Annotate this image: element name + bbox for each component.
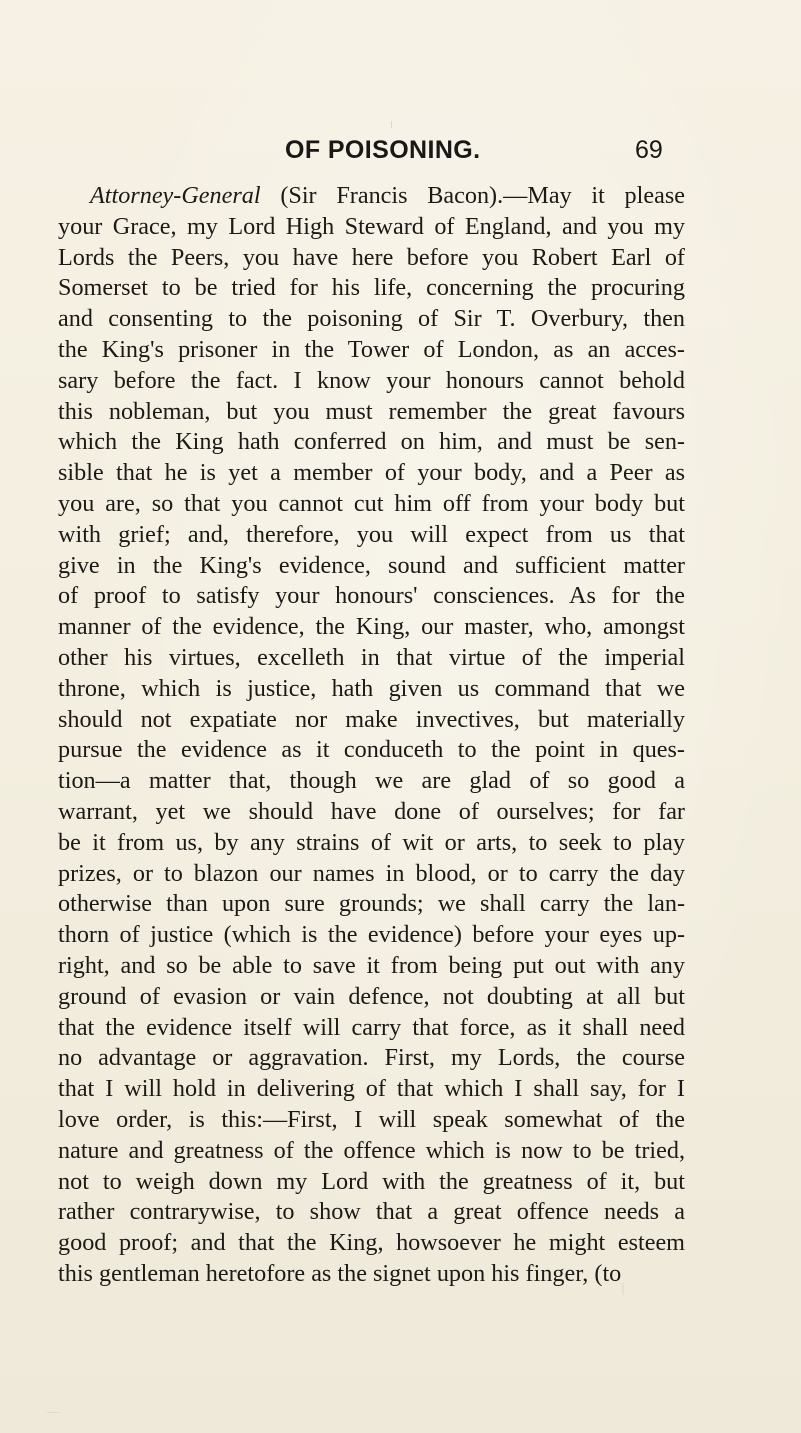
text-line: not to weigh down my Lord with the greatness of it, but — [58, 1167, 685, 1195]
text-line: no advantage or aggravation. First, my Lords, the course — [58, 1044, 685, 1072]
text-line: sible that he is yet a member of your body, and a Peer as — [58, 459, 685, 487]
text-line: this nobleman, but you must remember the great favours — [58, 397, 685, 425]
text-line: warrant, yet we should have done of ourselves; for far — [58, 798, 685, 825]
text-line: be it from us, by any strains of wit or arts, to seek to play — [58, 828, 685, 856]
text-line-rest: (Sir Francis Bacon).—May it please — [260, 182, 685, 209]
text-line: tion—a matter that, though we are glad of so good a — [58, 767, 685, 795]
speaker-name: Attorney-General — [90, 182, 261, 209]
text-line: that I will hold in delivering of that which I shall say, for I — [58, 1075, 685, 1103]
text-line: love order, is this:—First, I will speak somewhat of the — [58, 1106, 685, 1133]
page-number: 69 — [635, 136, 663, 164]
text-line: should not expatiate nor make invectives, but materially — [58, 705, 685, 733]
text-line: and consenting to the poisoning of Sir T. Overbury, then — [58, 305, 685, 333]
text-line: give in the King's evidence, sound and sufficient matter — [58, 551, 685, 579]
text-line: good proof; and that the King, howsoever he might esteem — [58, 1229, 685, 1257]
text-line: ground of evasion or vain defence, not doubting at all but — [58, 982, 685, 1010]
text-line: pursue the evidence as it conduceth to the point in ques- — [58, 736, 685, 764]
text-line: right, and so be able to save it from being put out with any — [58, 952, 685, 979]
scan-speck — [47, 1412, 59, 1413]
scan-speck — [391, 121, 392, 128]
text-line: sary before the fact. I know your honours cannot behold — [58, 366, 685, 394]
page-header — [0, 133, 801, 167]
text-line: thorn of justice (which is the evidence) before your eyes up- — [58, 921, 685, 949]
text-line: the King's prisoner in the Tower of London, as an acces- — [58, 336, 685, 363]
text-line: other his virtues, excelleth in that virtue of the imperial — [58, 644, 685, 671]
text-line: your Grace, my Lord High Steward of England, and you my — [58, 212, 685, 240]
text-line: manner of the evidence, the King, our master, who, amongst — [58, 613, 685, 641]
running-title: OF POISONING. — [285, 136, 481, 164]
text-line: that the evidence itself will carry that force, as it shall need — [58, 1013, 685, 1041]
text-line: rather contrarywise, to show that a great offence needs a — [58, 1198, 685, 1226]
text-line: which the King hath conferred on him, and must be sen- — [58, 428, 685, 456]
text-line: of proof to satisfy your honours' consciences. As for the — [58, 582, 685, 610]
text-line: throne, which is justice, hath given us command that we — [58, 674, 685, 702]
text-line: with grief; and, therefore, you will expect from us that — [58, 520, 685, 548]
text-line: you are, so that you cannot cut him off from your body but — [58, 490, 685, 517]
text-line: nature and greatness of the offence which is now to be tried, — [58, 1136, 685, 1164]
text-line — [90, 181, 685, 211]
text-line: otherwise than upon sure grounds; we shall carry the lan- — [58, 890, 685, 918]
text-line: this gentleman heretofore as the signet upon his finger, (to — [58, 1260, 622, 1287]
text-line: prizes, or to blazon our names in blood, or to carry the day — [58, 859, 685, 887]
text-line: Somerset to be tried for his life, concerning the procuring — [58, 274, 685, 302]
text-line: Lords the Peers, you have here before you Robert Earl of — [58, 243, 685, 271]
